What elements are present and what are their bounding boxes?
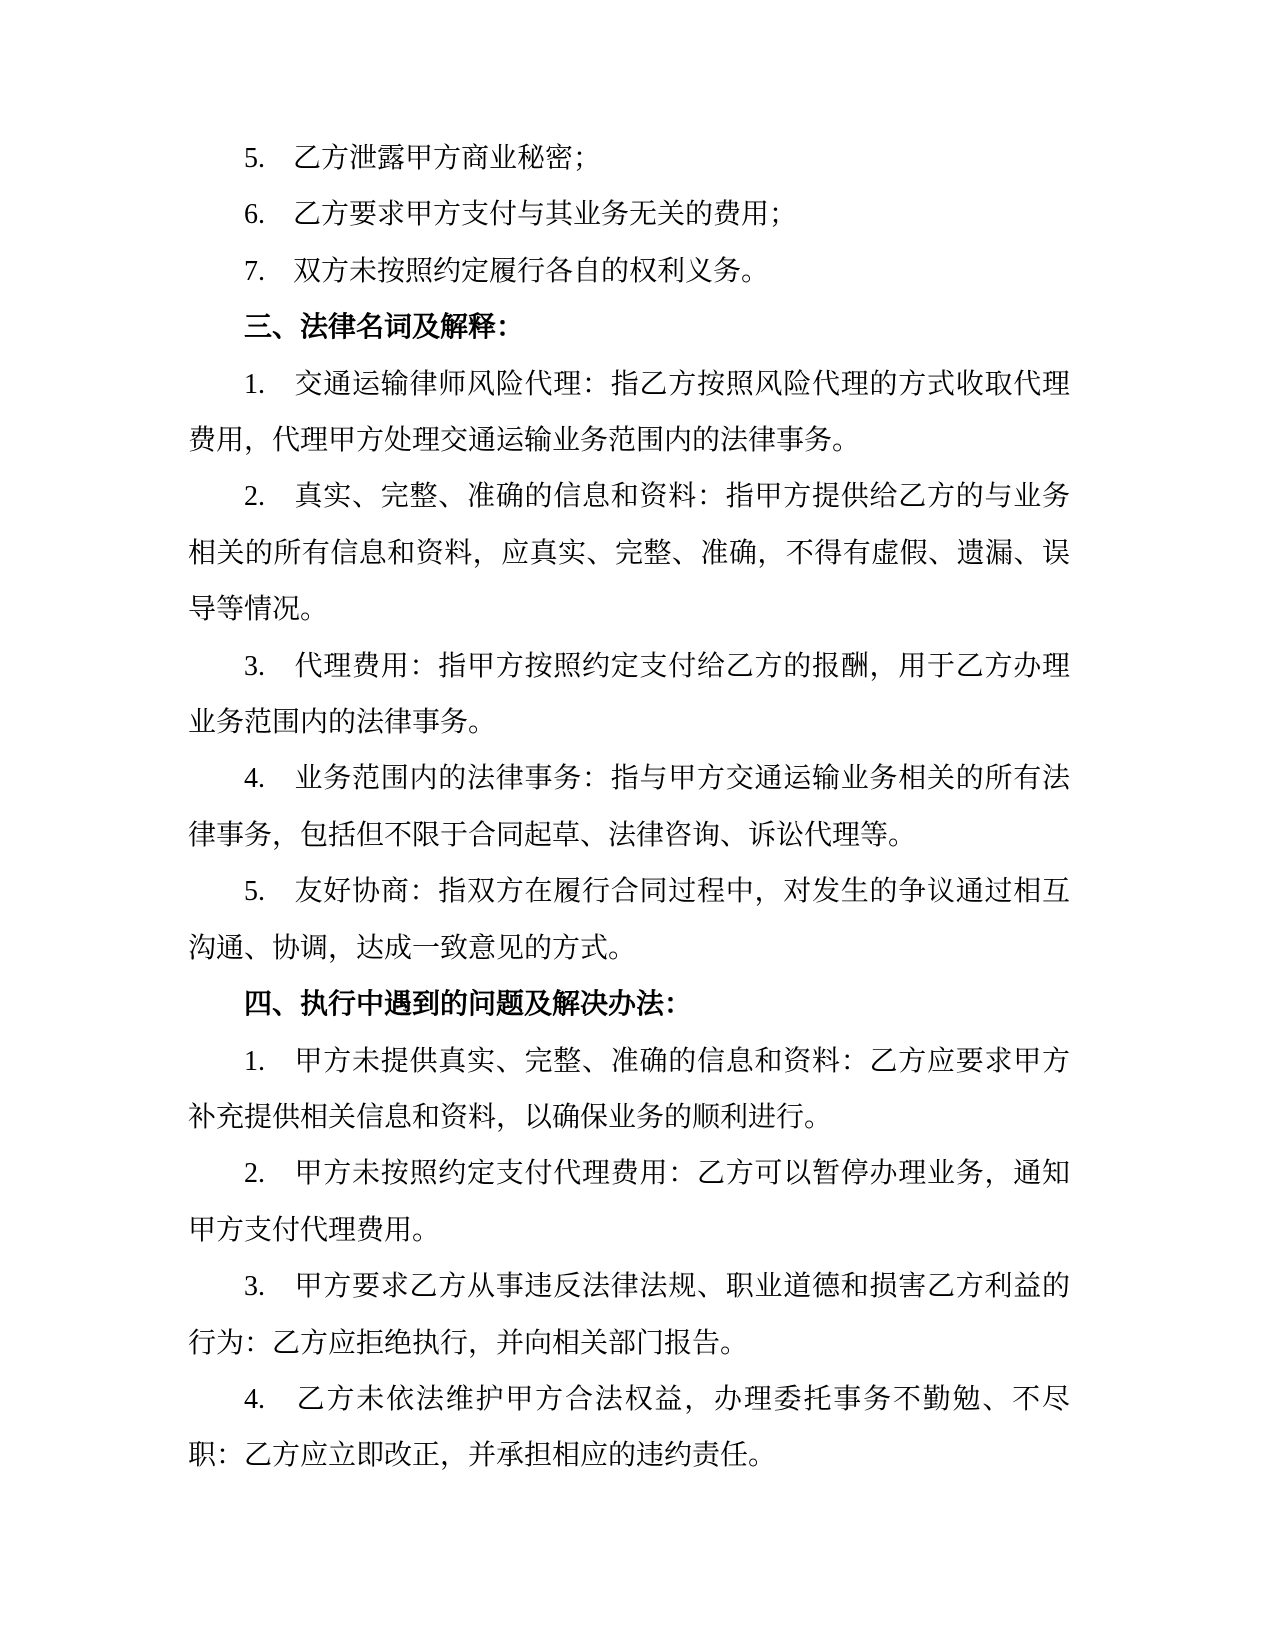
clause-item: 1. 甲方未提供真实、完整、准确的信息和资料：乙方应要求甲方补充提供相关信息和资料，以确保业务的顺利进行。 <box>188 1045 1070 1133</box>
clause-item: 2. 真实、完整、准确的信息和资料：指甲方提供给乙方的与业务相关的所有信息和资料，应真实、完整、准确，不得有虚假、遗漏、误导等情况。 <box>188 481 1070 626</box>
clause-item: 2. 甲方未按照约定支付代理费用：乙方可以暂停办理业务，通知甲方支付代理费用。 <box>188 1158 1070 1246</box>
document-content <box>188 131 1070 1485</box>
clause-item: 5. 友好协商：指双方在履行合同过程中，对发生的争议通过相互沟通、协调，达成一致意见的方式。 <box>188 876 1070 964</box>
clause-item: 4. 业务范围内的法律事务：指与甲方交通运输业务相关的所有法律事务，包括但不限于合同起草、法律咨询、诉讼代理等。 <box>188 763 1070 851</box>
clause-item: 1. 交通运输律师风险代理：指乙方按照风险代理的方式收取代理费用，代理甲方处理交通运输业务范围内的法律事务。 <box>188 368 1070 457</box>
section-heading-legal-terms: 三、法律名词及解释： <box>244 312 525 344</box>
clause-item: 3. 甲方要求乙方从事违反法律法规、职业道德和损害乙方利益的行为：乙方应拒绝执行，并向相关部门报告。 <box>188 1271 1070 1359</box>
clause-item: 4. 乙方未依法维护甲方合法权益，办理委托事务不勤勉、不尽职：乙方应立即改正，并承担相应的违约责任。 <box>188 1383 1070 1472</box>
clause-item: 6. 乙方要求甲方支付与其业务无关的费用； <box>244 199 798 231</box>
clause-item: 7. 双方未按照约定履行各自的权利义务。 <box>244 255 770 287</box>
clause-item: 3. 代理费用：指甲方按照约定支付给乙方的报酬，用于乙方办理业务范围内的法律事务。 <box>188 650 1070 739</box>
clause-item: 5. 乙方泄露甲方商业秘密； <box>244 143 602 174</box>
section-heading-execution-problems: 四、执行中遇到的问题及解决办法： <box>244 989 693 1021</box>
